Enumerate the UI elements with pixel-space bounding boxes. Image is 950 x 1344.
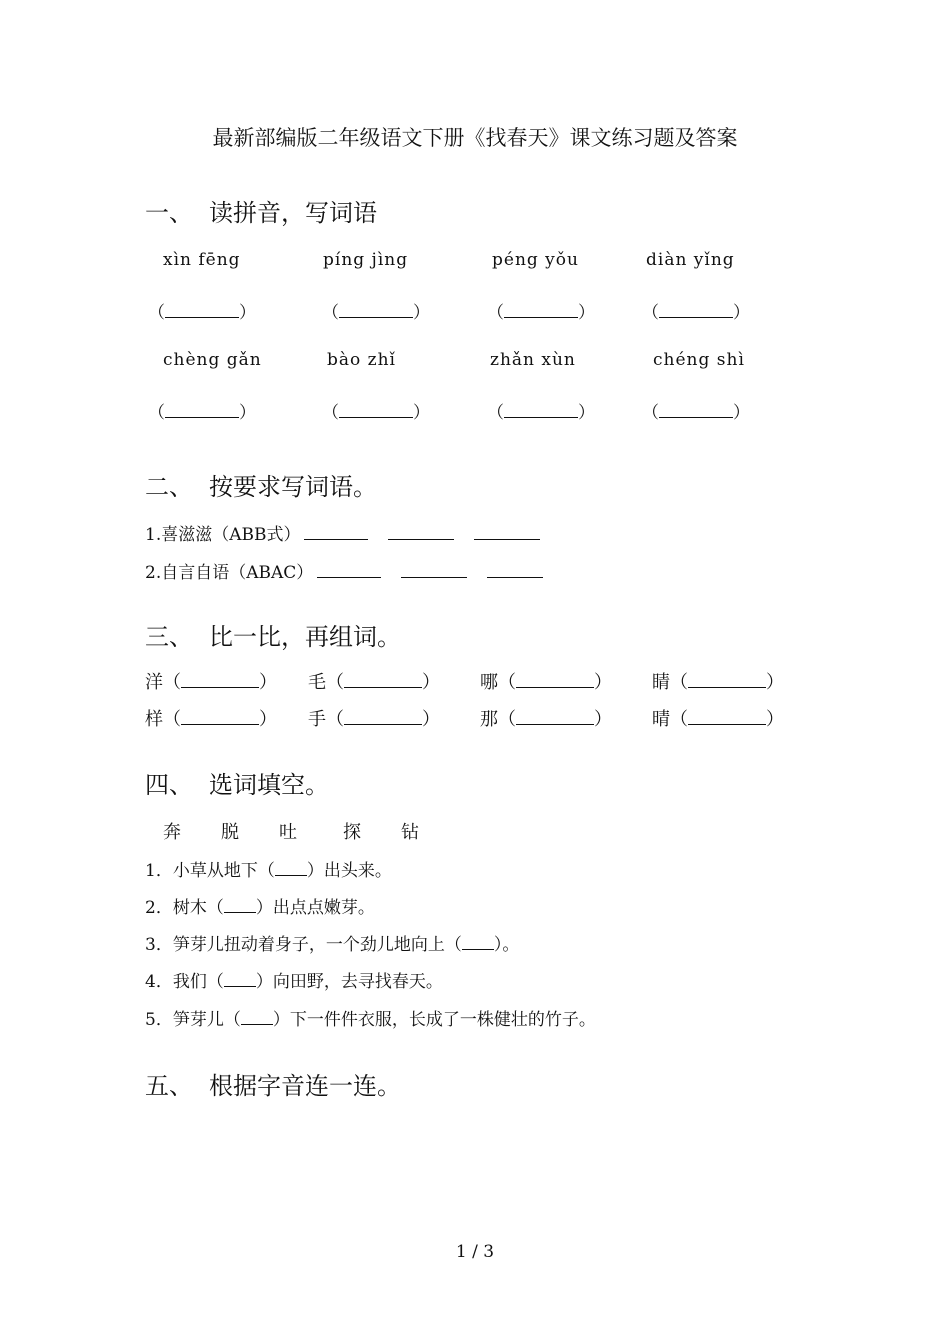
section-1-heading [145, 193, 377, 228]
section-3-heading [145, 617, 401, 652]
answer-line[interactable] [474, 525, 540, 540]
section-2-heading [145, 467, 377, 502]
answer-blank[interactable]: （ ） [487, 303, 595, 323]
word: 探 [343, 822, 361, 843]
pinyin: chéng shì [653, 350, 745, 370]
answer-line[interactable] [462, 935, 494, 950]
pinyin: diàn yǐng [646, 250, 735, 270]
fill-item: 3．笋芽儿扭动着身子，一个劲儿地向上（ ）。 [145, 935, 520, 955]
answer-line[interactable] [224, 972, 256, 987]
pinyin: zhǎn xùn [490, 350, 576, 370]
compare-item[interactable]: 睛（ ） [652, 672, 784, 693]
pinyin: xìn fēng [163, 250, 241, 270]
answer-blank[interactable]: （ ） [148, 403, 256, 423]
fill-item: 4．我们（ ）向田野，去寻找春天。 [145, 972, 443, 992]
fill-item: 2．树木（ ）出点点嫩芽。 [145, 898, 375, 918]
section-5-heading [145, 1066, 401, 1101]
section-number: 四、 [145, 771, 193, 799]
answer-line[interactable] [388, 525, 454, 540]
pinyin: bào zhǐ [327, 350, 396, 370]
section-number: 三、 [145, 623, 193, 651]
section-number: 二、 [145, 473, 193, 501]
section-title: 按要求写词语。 [209, 473, 377, 501]
answer-line[interactable] [487, 563, 543, 578]
section-title: 选词填空。 [209, 771, 329, 799]
section-number: 一、 [145, 199, 193, 227]
answer-blank[interactable]: （ ） [148, 303, 256, 323]
answer-line[interactable] [241, 1010, 273, 1025]
fill-item: 1．小草从地下（ ）出头来。 [145, 861, 392, 881]
answer-line[interactable] [275, 861, 307, 876]
question-2: 2.自言自语（ABAC） [145, 558, 559, 583]
word-bank [163, 818, 459, 844]
compare-item[interactable]: 洋（ ） [145, 672, 277, 693]
answer-line[interactable] [304, 525, 368, 540]
answer-blank[interactable]: （ ） [322, 403, 430, 423]
answer-blank[interactable]: （ ） [642, 303, 750, 323]
question-1: 1.喜滋滋（ABB式） [145, 520, 556, 545]
answer-blank[interactable]: （ ） [487, 403, 595, 423]
word: 奔 [163, 822, 181, 843]
answer-line[interactable] [317, 563, 381, 578]
pinyin: píng jìng [323, 250, 409, 270]
section-title: 根据字音连一连。 [209, 1072, 401, 1100]
answer-line[interactable] [401, 563, 467, 578]
compare-item[interactable]: 手（ ） [308, 709, 440, 730]
page-number: 1 / 3 [455, 1242, 495, 1262]
compare-item[interactable]: 毛（ ） [308, 672, 440, 693]
compare-item[interactable]: 晴（ ） [652, 709, 784, 730]
compare-item[interactable]: 哪（ ） [480, 672, 612, 693]
word: 脱 [221, 822, 239, 843]
answer-blank[interactable]: （ ） [322, 303, 430, 323]
word: 钻 [401, 822, 419, 843]
answer-line[interactable] [224, 898, 256, 913]
pinyin: péng yǒu [492, 250, 579, 270]
section-title: 读拼音，写词语 [209, 199, 377, 227]
section-title: 比一比，再组词。 [209, 623, 401, 651]
word: 吐 [279, 822, 297, 843]
document-title: 最新部编版二年级语文下册《找春天》课文练习题及答案 [212, 126, 738, 150]
section-number: 五、 [145, 1072, 193, 1100]
pinyin: chèng gǎn [163, 350, 262, 370]
compare-item[interactable]: 样（ ） [145, 709, 277, 730]
section-4-heading [145, 765, 329, 800]
answer-blank[interactable]: （ ） [642, 403, 750, 423]
compare-item[interactable]: 那（ ） [480, 709, 612, 730]
fill-item: 5．笋芽儿（ ）下一件件衣服，长成了一株健壮的竹子。 [145, 1010, 596, 1030]
